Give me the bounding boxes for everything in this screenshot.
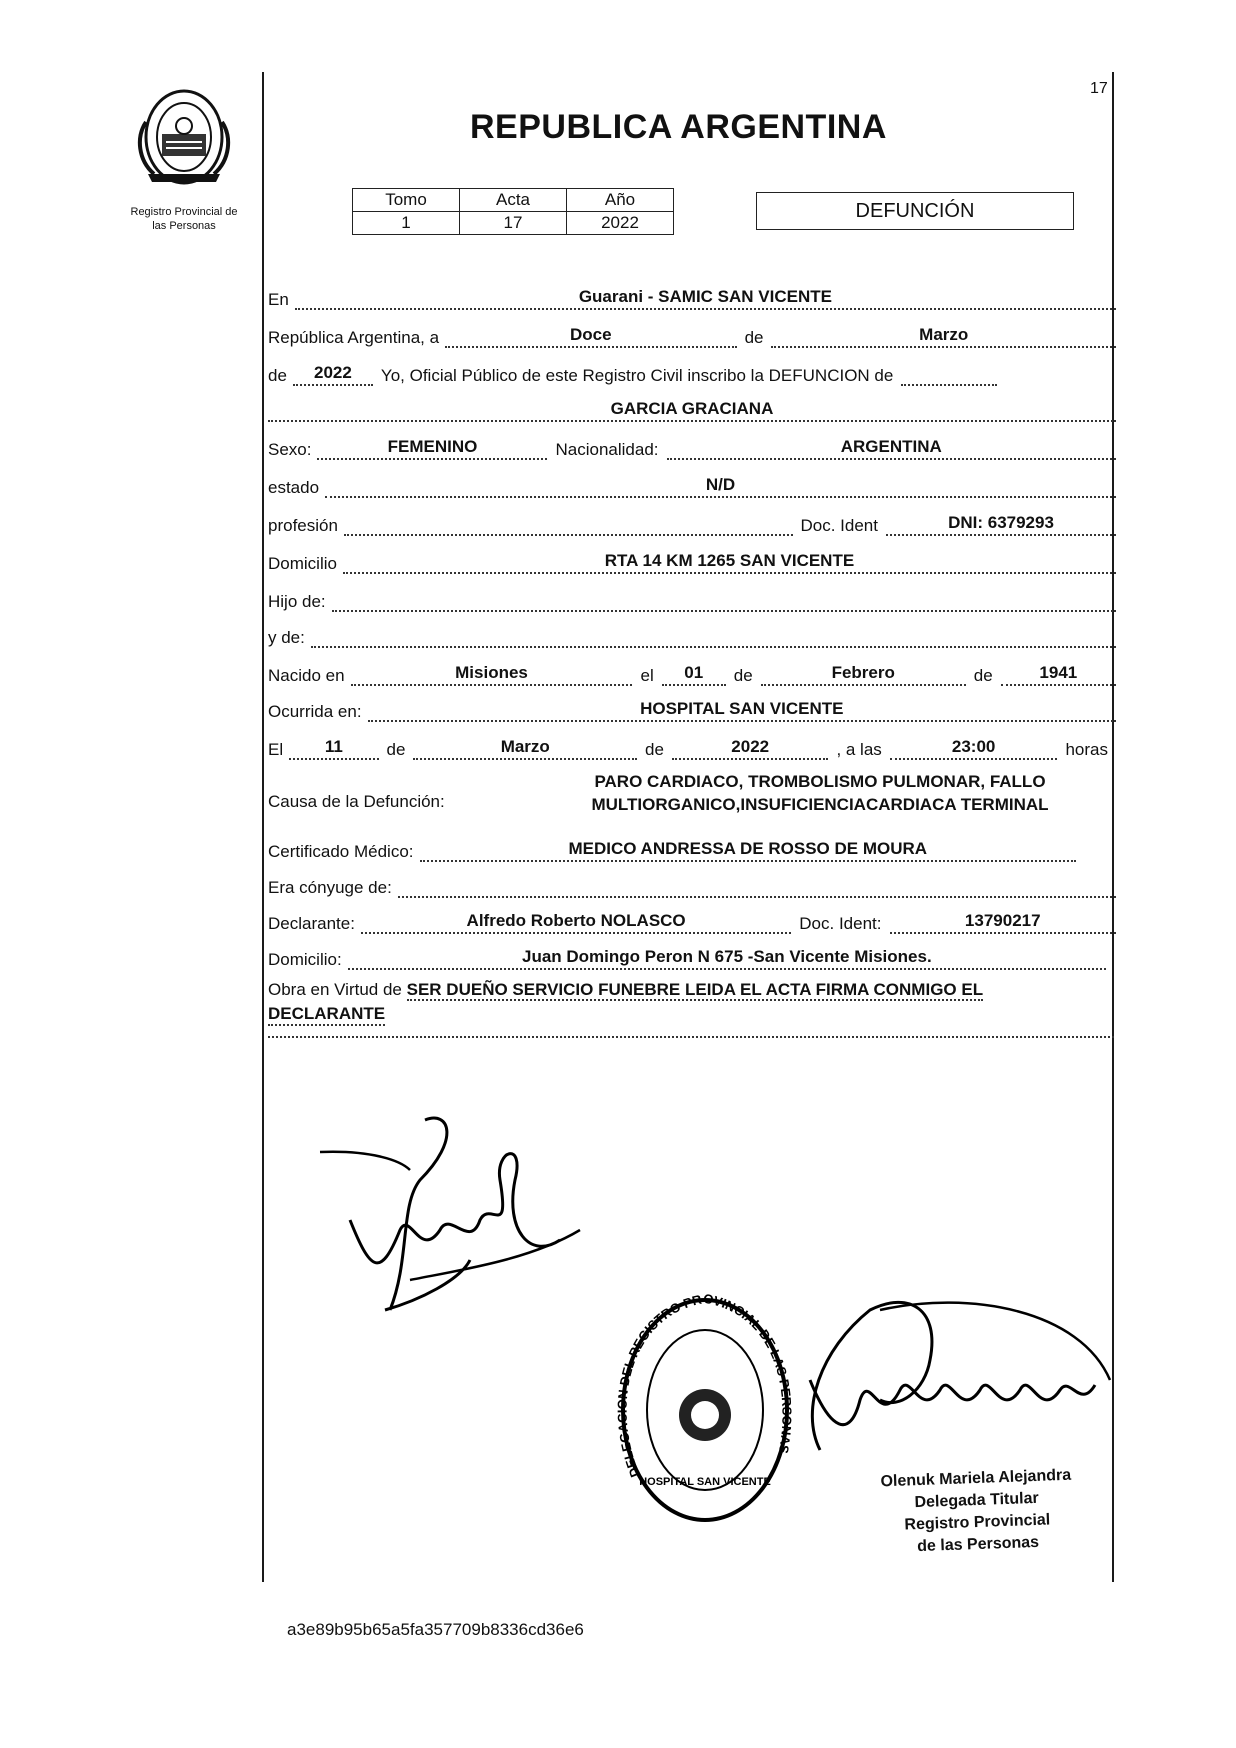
causa-value [520, 770, 1120, 816]
nacido-de-2: de [973, 666, 993, 685]
ocurrida-label: Ocurrida en: [268, 702, 362, 721]
record-type-box: DEFUNCIÓN [756, 192, 1074, 230]
de-label-1: de [744, 328, 764, 347]
lugar-label: En [268, 290, 289, 309]
row-oficial [268, 358, 1116, 386]
document-hash: a3e89b95b65a5fa357709b8336cd36e6 [287, 1620, 584, 1639]
lugar-value: Guarani - SAMIC SAN VICENTE [295, 287, 1116, 310]
row-nombre [268, 394, 1116, 422]
page-number: 17 [1090, 80, 1108, 97]
profesion-value [344, 533, 793, 536]
nacido-dia: 01 [662, 663, 726, 686]
fecha-de-1: de [386, 740, 406, 759]
causa-line-2: MULTIORGANICO,INSUFICIENCIACARDIACA TERMINAL [591, 795, 1049, 814]
oficial-text: Yo, Oficial Público de este Registro Civil inscribo la DEFUNCION de [380, 366, 894, 385]
nacido-anio: 1941 [1001, 663, 1116, 686]
col-header-tomo: Tomo [353, 189, 460, 212]
svg-text:DELEGACION DEL REGISTRO PROVIN [615, 1291, 795, 1480]
ocurrida-value: HOSPITAL SAN VICENTE [368, 699, 1116, 722]
fecha-dia: 11 [289, 737, 378, 760]
obra-value-1: SER DUEÑO SERVICIO FUNEBRE LEIDA EL ACTA FIRMA CONMIGO EL [406, 980, 984, 999]
nacionalidad-value: ARGENTINA [667, 437, 1117, 460]
stamp-text: DELEGACION DEL REGISTRO PROVINCIAL DE LAS PERSONAS [614, 1290, 795, 1480]
fecha-anio: 2022 [672, 737, 828, 760]
sexo-label: Sexo: [268, 440, 312, 459]
estado-value: N/D [325, 475, 1116, 498]
row-certificado [268, 834, 1116, 862]
obra-line-1 [268, 980, 983, 1000]
doc-value: DNI: 6379293 [886, 513, 1116, 536]
causa-label: Causa de la Defunción: [268, 792, 445, 811]
official-stamp [610, 1285, 800, 1535]
official-title: Delegada Titular [914, 1489, 1039, 1512]
nacido-label: Nacido en [268, 666, 345, 685]
seal-caption [104, 205, 264, 233]
official-org-1: Registro Provincial [904, 1511, 1051, 1534]
domicilio2-value: Juan Domingo Peron N 675 -San Vicente Misiones. [348, 947, 1106, 970]
yde-label: y de: [268, 628, 305, 647]
mes-texto: Marzo [771, 325, 1116, 348]
alas-label: , a las [836, 740, 882, 759]
certificado-value: MEDICO ANDRESSA DE ROSSO DE MOURA [420, 839, 1076, 862]
row-conyuge [268, 870, 1116, 898]
nombre-value: GARCIA GRACIANA [268, 399, 1116, 422]
row-sexo [268, 432, 1116, 460]
conyuge-label: Era cónyuge de: [268, 878, 392, 897]
certificado-label: Certificado Médico: [268, 842, 414, 861]
anio-registro: 2022 [293, 363, 373, 386]
seal-caption-line2: las Personas [152, 220, 216, 232]
conyuge-value [398, 895, 1116, 898]
stamp-inner-text: HOSPITAL SAN VICENTE [639, 1476, 771, 1488]
row-domicilio-declarante [268, 942, 1116, 970]
official-name: Olenuk Mariela Alejandra [880, 1466, 1072, 1491]
declarante-doc-value: 13790217 [890, 911, 1117, 934]
obra-label: Obra en Virtud de [268, 980, 402, 999]
obra-value-2: DECLARANTE [268, 1004, 385, 1026]
hijo-label: Hijo de: [268, 592, 326, 611]
acta-value: 17 [460, 212, 567, 235]
obra-underline [268, 1036, 1114, 1038]
page-title: REPUBLICA ARGENTINA [470, 108, 887, 146]
yde-value [311, 645, 1116, 648]
fecha-mes: Marzo [413, 737, 637, 760]
oficial-blank [901, 383, 997, 386]
row-profesion [268, 508, 1116, 536]
sexo-value: FEMENINO [317, 437, 547, 460]
misiones-seal-logo [128, 82, 240, 192]
tomo-value: 1 [353, 212, 460, 235]
nacido-lugar: Misiones [351, 663, 633, 686]
left-margin-line [262, 72, 264, 1582]
row-declarante [268, 906, 1116, 934]
doc-label: Doc. Ident [800, 516, 878, 535]
estado-label: estado [268, 478, 320, 497]
row-fecha-registro [268, 320, 1116, 348]
republica-label: República Argentina, a [268, 328, 440, 347]
row-hijo [268, 584, 1116, 612]
profesion-label: profesión [268, 516, 338, 535]
seal-caption-line1: Registro Provincial de [130, 206, 238, 218]
nacionalidad-label: Nacionalidad: [555, 440, 659, 459]
nacido-de-1: de [733, 666, 753, 685]
row-lugar [268, 282, 1116, 310]
dia-texto: Doce [445, 325, 737, 348]
row-domicilio [268, 546, 1116, 574]
el-label: el [640, 666, 654, 685]
declarante-doc-label: Doc. Ident: [799, 914, 882, 933]
hora-value: 23:00 [890, 737, 1058, 760]
row-fecha-defuncion [268, 732, 1116, 760]
col-header-acta: Acta [460, 189, 567, 212]
row-ocurrida [268, 694, 1116, 722]
domicilio-label: Domicilio [268, 554, 337, 573]
registry-table [352, 188, 674, 235]
official-block [861, 1464, 1094, 1560]
official-signature [790, 1290, 1120, 1470]
declarante-value: Alfredo Roberto NOLASCO [361, 911, 791, 934]
hijo-value [332, 609, 1116, 612]
horas-label: horas [1065, 740, 1108, 759]
declarante-label: Declarante: [268, 914, 355, 933]
domicilio-value: RTA 14 KM 1265 SAN VICENTE [343, 551, 1116, 574]
fecha-el-label: El [268, 740, 284, 759]
row-estado [268, 470, 1116, 498]
official-org-2: de las Personas [916, 1533, 1040, 1556]
row-yde [268, 620, 1116, 648]
declarant-signature [310, 1110, 610, 1330]
row-nacido [268, 658, 1116, 686]
fecha-de-2: de [645, 740, 664, 759]
col-header-anio: Año [567, 189, 674, 212]
domicilio2-label: Domicilio: [268, 950, 342, 969]
anio-value: 2022 [567, 212, 674, 235]
de-label-2: de [268, 366, 287, 385]
causa-line-1: PARO CARDIACO, TROMBOLISMO PULMONAR, FALLO [594, 772, 1046, 791]
nacido-mes: Febrero [761, 663, 966, 686]
